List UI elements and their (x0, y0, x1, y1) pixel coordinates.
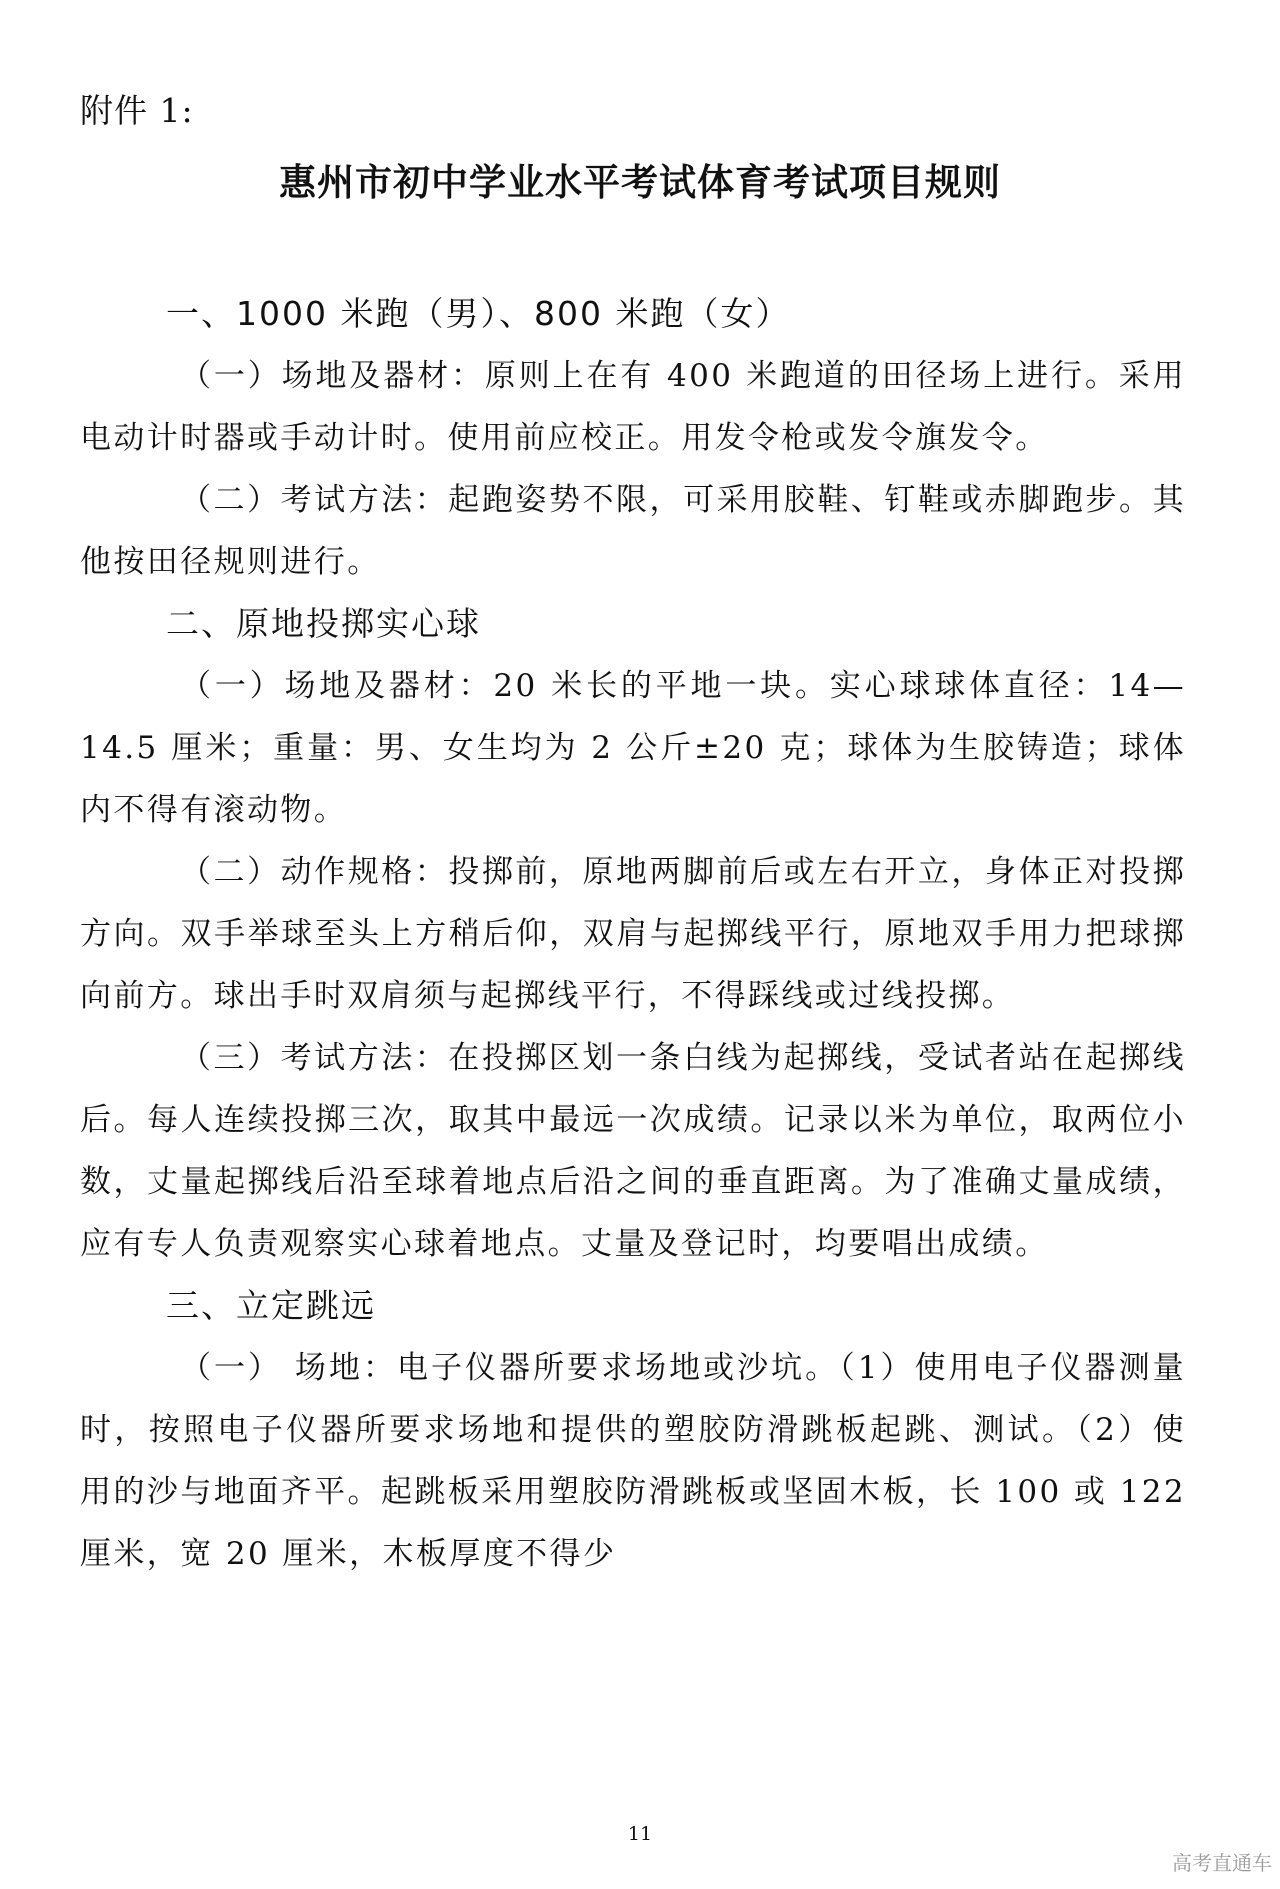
paragraph-venue: （一） 场地：电子仪器所要求场地或沙坑。（1）使用电子仪器测量时，按照电子仪器所要求场地和提供的塑胶防滑跳板起跳、测试。（2）使用的沙与地面齐平。起跳板采用塑胶防滑跳板或坚固木板，长 100 或 122 厘米，宽 20 厘米，木板厚度不得少 (80, 1350, 1186, 1572)
paragraph-action-specification: （二）动作规格：投掷前，原地两脚前后或左右开立，身体正对投掷方向。双手举球至头上方稍后仰，双肩与起掷线平行，原地双手用力把球掷向前方。球出手时双肩须与起掷线平行，不得踩线或过线投掷。 (80, 854, 1186, 1014)
section-heading: 一、1000 米跑（男）、800 米跑（女） (166, 294, 791, 333)
paragraph-venue-equipment: （一）场地及器材：20 米长的平地一块。实心球球体直径：14—14.5 厘米；重量：男、女生均为 2 公斤±20 克；球体为生胶铸造；球体内不得有滚动物。 (80, 668, 1186, 828)
document-body (80, 283, 1186, 1585)
section-standing-long-jump (80, 1275, 1186, 1585)
page-number: 11 (627, 1823, 653, 1845)
watermark: 高考直通车 (1172, 1851, 1272, 1875)
section-heading: 二、原地投掷实心球 (166, 604, 481, 643)
paragraph-test-method: （三）考试方法：在投掷区划一条白线为起掷线，受试者站在起掷线后。每人连续投掷三次，取其中最远一次成绩。记录以米为单位，取两位小数，丈量起掷线后沿至球着地点后沿之间的垂直距离。为了准确丈量成绩，应有专人负责观察实心球着地点。丈量及登记时，均要唱出成绩。 (80, 1040, 1186, 1262)
section-heading: 三、立定跳远 (166, 1286, 376, 1325)
section-1000m-800m-run (80, 283, 1186, 593)
document-title: 惠州市初中学业水平考试体育考试项目规则 (279, 161, 1001, 204)
paragraph-test-method: （二）考试方法：起跑姿势不限，可采用胶鞋、钉鞋或赤脚跑步。其他按田径规则进行。 (80, 482, 1186, 580)
section-medicine-ball-throw (80, 593, 1186, 1275)
attachment-label: 附件 1: (80, 91, 194, 130)
paragraph-venue-equipment: （一）场地及器材：原则上在有 400 米跑道的田径场上进行。采用电动计时器或手动计时。使用前应校正。用发令枪或发令旗发令。 (80, 358, 1186, 456)
